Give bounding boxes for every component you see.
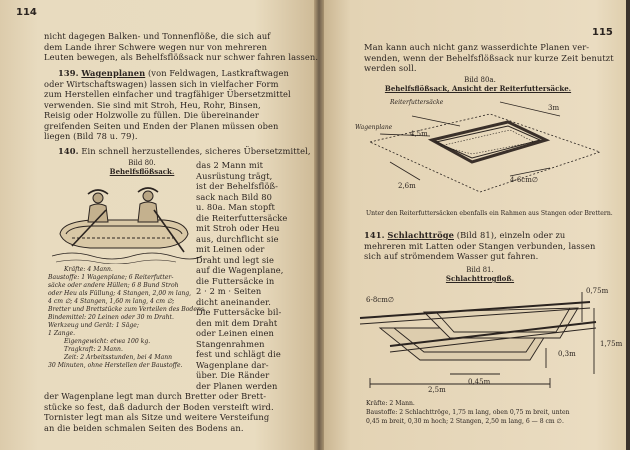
page-number-right: 115 xyxy=(592,27,613,38)
text-line: sack nach Bild 80 xyxy=(196,191,273,202)
text-line: Draht und legt sie xyxy=(196,254,274,265)
dim-3m: 3m xyxy=(548,104,560,112)
section-139-heading xyxy=(58,68,289,79)
spec-line: Baustoffe: 1 Wagenplane; 6 Reiterfutter- xyxy=(48,274,174,281)
spec-line: säcke oder andere Hüllen; 6 8 Bund Stroh xyxy=(48,282,179,289)
text-line: Ausrüstung trägt, xyxy=(196,170,273,181)
text-line: oder Leinen einen xyxy=(196,328,274,338)
intro-line: nicht dagegen Balken- und Tonnenflöße, die sich auf xyxy=(44,31,271,41)
figure-80a-drawing xyxy=(350,96,610,206)
page-number-left: 114 xyxy=(16,7,37,18)
closing-line: Tornister legt man als Sitze und weitere Versteifung xyxy=(44,412,270,422)
section-141-line: sich auf strömendem Wasser gut fahren. xyxy=(364,251,539,261)
section-139-line: liegen (Bild 78 u. 79). xyxy=(44,131,138,141)
spec-line: Eigengewicht: etwa 100 kg. xyxy=(64,338,151,345)
text-line: 2 · 2 m · Seiten xyxy=(196,286,262,296)
text-line: u. 80a. Man stopft xyxy=(196,202,275,212)
section-text: (von Feldwagen, Lastkraftwagen xyxy=(147,68,289,78)
section-keyword: Wagenplanen xyxy=(81,68,146,78)
dim-2-5m: 2,5m xyxy=(428,386,446,394)
spec-line: Bretter und Brettstücke zum Verteilen des Bodens. xyxy=(48,306,206,313)
text-line: fest und schlägt die xyxy=(196,349,281,359)
section-141-heading xyxy=(364,230,565,241)
spec-line: Kräfte: 4 Mann. xyxy=(64,266,113,273)
section-140-heading xyxy=(58,146,311,157)
dim-0-45m: 0,45m xyxy=(468,378,491,386)
dim-2-6m: 2,6m xyxy=(398,182,416,190)
intro-line: dem Lande ihrer Schwere wegen nur von mehreren xyxy=(44,41,268,52)
spec-line: Tragkraft: 2 Mann. xyxy=(64,346,123,353)
book-gutter xyxy=(314,0,324,450)
text-line: Stangenrahmen xyxy=(196,338,265,349)
section-number: 141. xyxy=(364,230,385,240)
figure-80a-caption: Unter den Reiterfuttersäcken ebenfalls ein Rahmen aus Stangen oder Brettern. xyxy=(366,210,613,217)
dim-1-75m: 1,75m xyxy=(600,340,623,348)
figure-80-boat-illustration xyxy=(52,176,202,264)
section-141-line: mehreren mit Latten oder Stangen verbunden, lassen xyxy=(364,240,596,251)
section-text: Ein schnell herzustellendes, sicheres Übersetzmittel, xyxy=(81,146,311,156)
figure-80a-title: Behelfsflößsack, Ansicht der Reiterfuttersäcke. xyxy=(384,84,572,93)
intro-line: wenden, wenn der Behelfsflößsack nur kurze Zeit benutzt xyxy=(364,52,614,63)
section-139-line: verwenden. Sie sind mit Stroh, Heu, Rohr, Binsen, xyxy=(44,99,261,110)
section-139-line: zum Herstellen einfacher und tragfähiger Übersetzmittel xyxy=(44,89,291,99)
closing-line: der Wagenplane legt man durch Bretter oder Brett- xyxy=(44,391,267,401)
text-line: dicht aneinander. xyxy=(196,296,272,307)
closing-line: stücke so fest, daß dadurch der Boden versteift wird. xyxy=(44,401,274,412)
dim-4-6cm: 4-6cm∅ xyxy=(510,176,538,184)
text-line: die Reiterfuttersäcke xyxy=(196,212,288,223)
text-line: über. Die Ränder xyxy=(196,370,270,380)
figure-81-number: Bild 81. xyxy=(466,266,494,274)
intro-line: Leuten bewegen, als Behelfsflößsack nur schwer fahren lassen. xyxy=(44,52,319,62)
intro-line: werden soll. xyxy=(364,63,417,73)
spec-line: 4 cm ∅; 4 Stangen, 1,60 m lang, 4 cm ∅; xyxy=(48,298,175,305)
figure-81-title: Schlachttrogfloß. xyxy=(445,274,515,283)
text-line: ist der Behelfsflöß- xyxy=(196,181,279,191)
section-number: 139. xyxy=(58,68,79,78)
figure-80-number: Bild 80. xyxy=(128,159,156,167)
text-line: das 2 Mann mit xyxy=(196,160,264,170)
section-number: 140. xyxy=(58,146,79,156)
dim-0-75m: 0,75m xyxy=(586,287,609,295)
footer-line: 0,45 m breit, 0,30 m hoch; 2 Stangen, 2,50 m lang, 6 — 8 cm ∅. xyxy=(366,418,564,425)
text-line: die Futtersäcke in xyxy=(196,275,275,286)
intro-line: Man kann auch nicht ganz wasserdichte Planen ver- xyxy=(364,42,590,52)
section-139-line: greifenden Seiten und Enden der Planen müssen oben xyxy=(44,120,279,131)
section-139-line: Reisig oder Holzwolle zu füllen. Die übereinander xyxy=(44,110,259,120)
text-line: der Planen werden xyxy=(196,380,278,391)
spec-line: oder Heu als Füllung; 4 Stangen, 2,00 m lang, xyxy=(48,290,192,297)
spec-line: Bindemittel: 20 Leinen oder 30 m Draht. xyxy=(48,314,174,321)
dim-4-5m: 4,5m xyxy=(410,130,428,138)
dim-6-8cm: 6-8cm∅ xyxy=(366,296,394,304)
section-139-line: oder Wirtschaftswagen) lassen sich in vielfacher Form xyxy=(44,78,279,89)
label-reiterfuttersaecke: Reiterfuttersäcke xyxy=(390,99,444,106)
dim-0-3m: 0,3m xyxy=(558,350,576,358)
section-keyword: Schlachttröge xyxy=(387,230,454,240)
figure-80-title: Behelfsflößsack. xyxy=(109,167,175,176)
text-line: den mit dem Draht xyxy=(196,317,278,328)
section-text: (Bild 81), einzeln oder zu xyxy=(456,230,566,240)
text-line: mit Leinen oder xyxy=(196,244,265,254)
text-line: Wagenplane dar- xyxy=(196,359,269,370)
text-line: Die Futtersäcke bil- xyxy=(196,307,282,317)
text-line: aus, durchflicht sie xyxy=(196,233,279,244)
closing-line: an die beiden schmalen Seiten des Bodens an. xyxy=(44,422,244,433)
spec-line: Zeit: 2 Arbeitsstunden, bei 4 Mann xyxy=(64,354,173,361)
text-line: mit Stroh oder Heu xyxy=(196,223,280,233)
spec-line: Werkzeug und Gerät: 1 Säge; xyxy=(48,322,139,329)
label-wagenplane: Wagenplane xyxy=(355,124,393,131)
figure-80a-number: Bild 80a. xyxy=(464,76,496,84)
spec-line: 1 Zange. xyxy=(48,330,76,337)
text-line: auf die Wagenplane, xyxy=(196,265,284,275)
footer-line: Baustoffe: 2 Schlachttröge, 1,75 m lang, oben 0,75 m breit, unten xyxy=(366,409,570,416)
footer-line: Kräfte: 2 Mann. xyxy=(366,400,415,407)
page-edge xyxy=(626,0,630,450)
spec-line: 30 Minuten, ohne Herstellen der Baustoffe. xyxy=(48,362,183,369)
